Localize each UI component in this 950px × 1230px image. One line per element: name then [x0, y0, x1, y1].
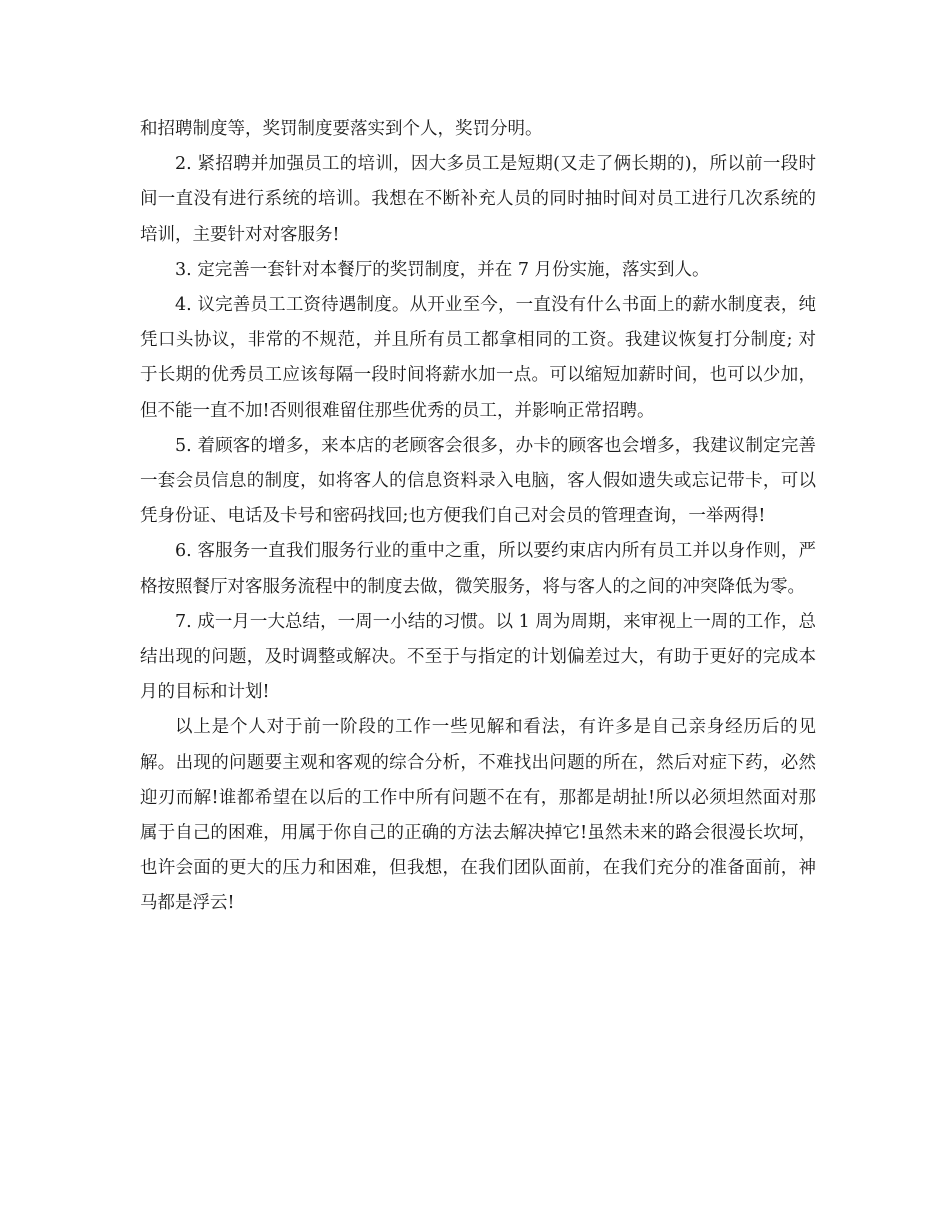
paragraph-item-6: 6. 客服务一直我们服务行业的重中之重，所以要约束店内所有员工并以身作则，严格按照餐厅对客服务流程中的制度去做，微笑服务，将与客人的之间的冲突降低为零。: [140, 541, 816, 597]
paragraph-item-3: 3. 定完善一套针对本餐厅的奖罚制度，并在 7 月份实施，落实到人。: [175, 259, 710, 280]
paragraph-item-7: 7. 成一月一大总结，一周一小结的习惯。以 1 周为周期，来审视上一周的工作，总结出现的问题，及时调整或解决。不至于与指定的计划偏差过大，有助于更好的完成本月的目标和计划!: [140, 611, 816, 703]
paragraph-item-2: 2. 紧招聘并加强员工的培训，因大多员工是短期(又走了俩长期的)，所以前一段时间一直没有进行系统的培训。我想在不断补充人员的同时抽时间对员工进行几次系统的培训，主要针对对客服务!: [140, 154, 816, 245]
document-body: [140, 112, 816, 922]
paragraph-item-4: 4. 议完善员工工资待遇制度。从开业至今，一直没有什么书面上的薪水制度表，纯凭口头协议，非常的不规范，并且所有员工都拿相同的工资。我建议恢复打分制度; 对于长期的优秀员工应该每隔一段时间将薪水加一点。可以缩短加薪时间，也可以少加，但不能一直不加!否则很难留住那些优秀的员工，并影响正常招聘。: [140, 295, 816, 421]
paragraph-continuation: 和招聘制度等，奖罚制度要落实到个人，奖罚分明。: [140, 119, 543, 139]
paragraph-conclusion: 以上是个人对于前一阶段的工作一些见解和看法，有许多是自己亲身经历后的见解。出现的问题要主观和客观的综合分析，不难找出问题的所在，然后对症下药，必然迎刃而解!谁都希望在以后的工作中所有问题不在有，那都是胡扯!所以必须坦然面对那属于自己的困难，用属于你自己的正确的方法去解决掉它!虽然未来的路会很漫长坎坷，也许会面的更大的压力和困难，但我想，在我们团队面前，在我们充分的准备面前，神马都是浮云!: [140, 717, 816, 914]
paragraph-item-5: 5. 着顾客的增多，来本店的老顾客会很多，办卡的顾客也会增多，我建议制定完善一套会员信息的制度，如将客人的信息资料录入电脑，客人假如遗失或忘记带卡，可以凭身份证、电话及卡号和密码找回;也方便我们自己对会员的管理查询，一举两得!: [140, 435, 816, 527]
